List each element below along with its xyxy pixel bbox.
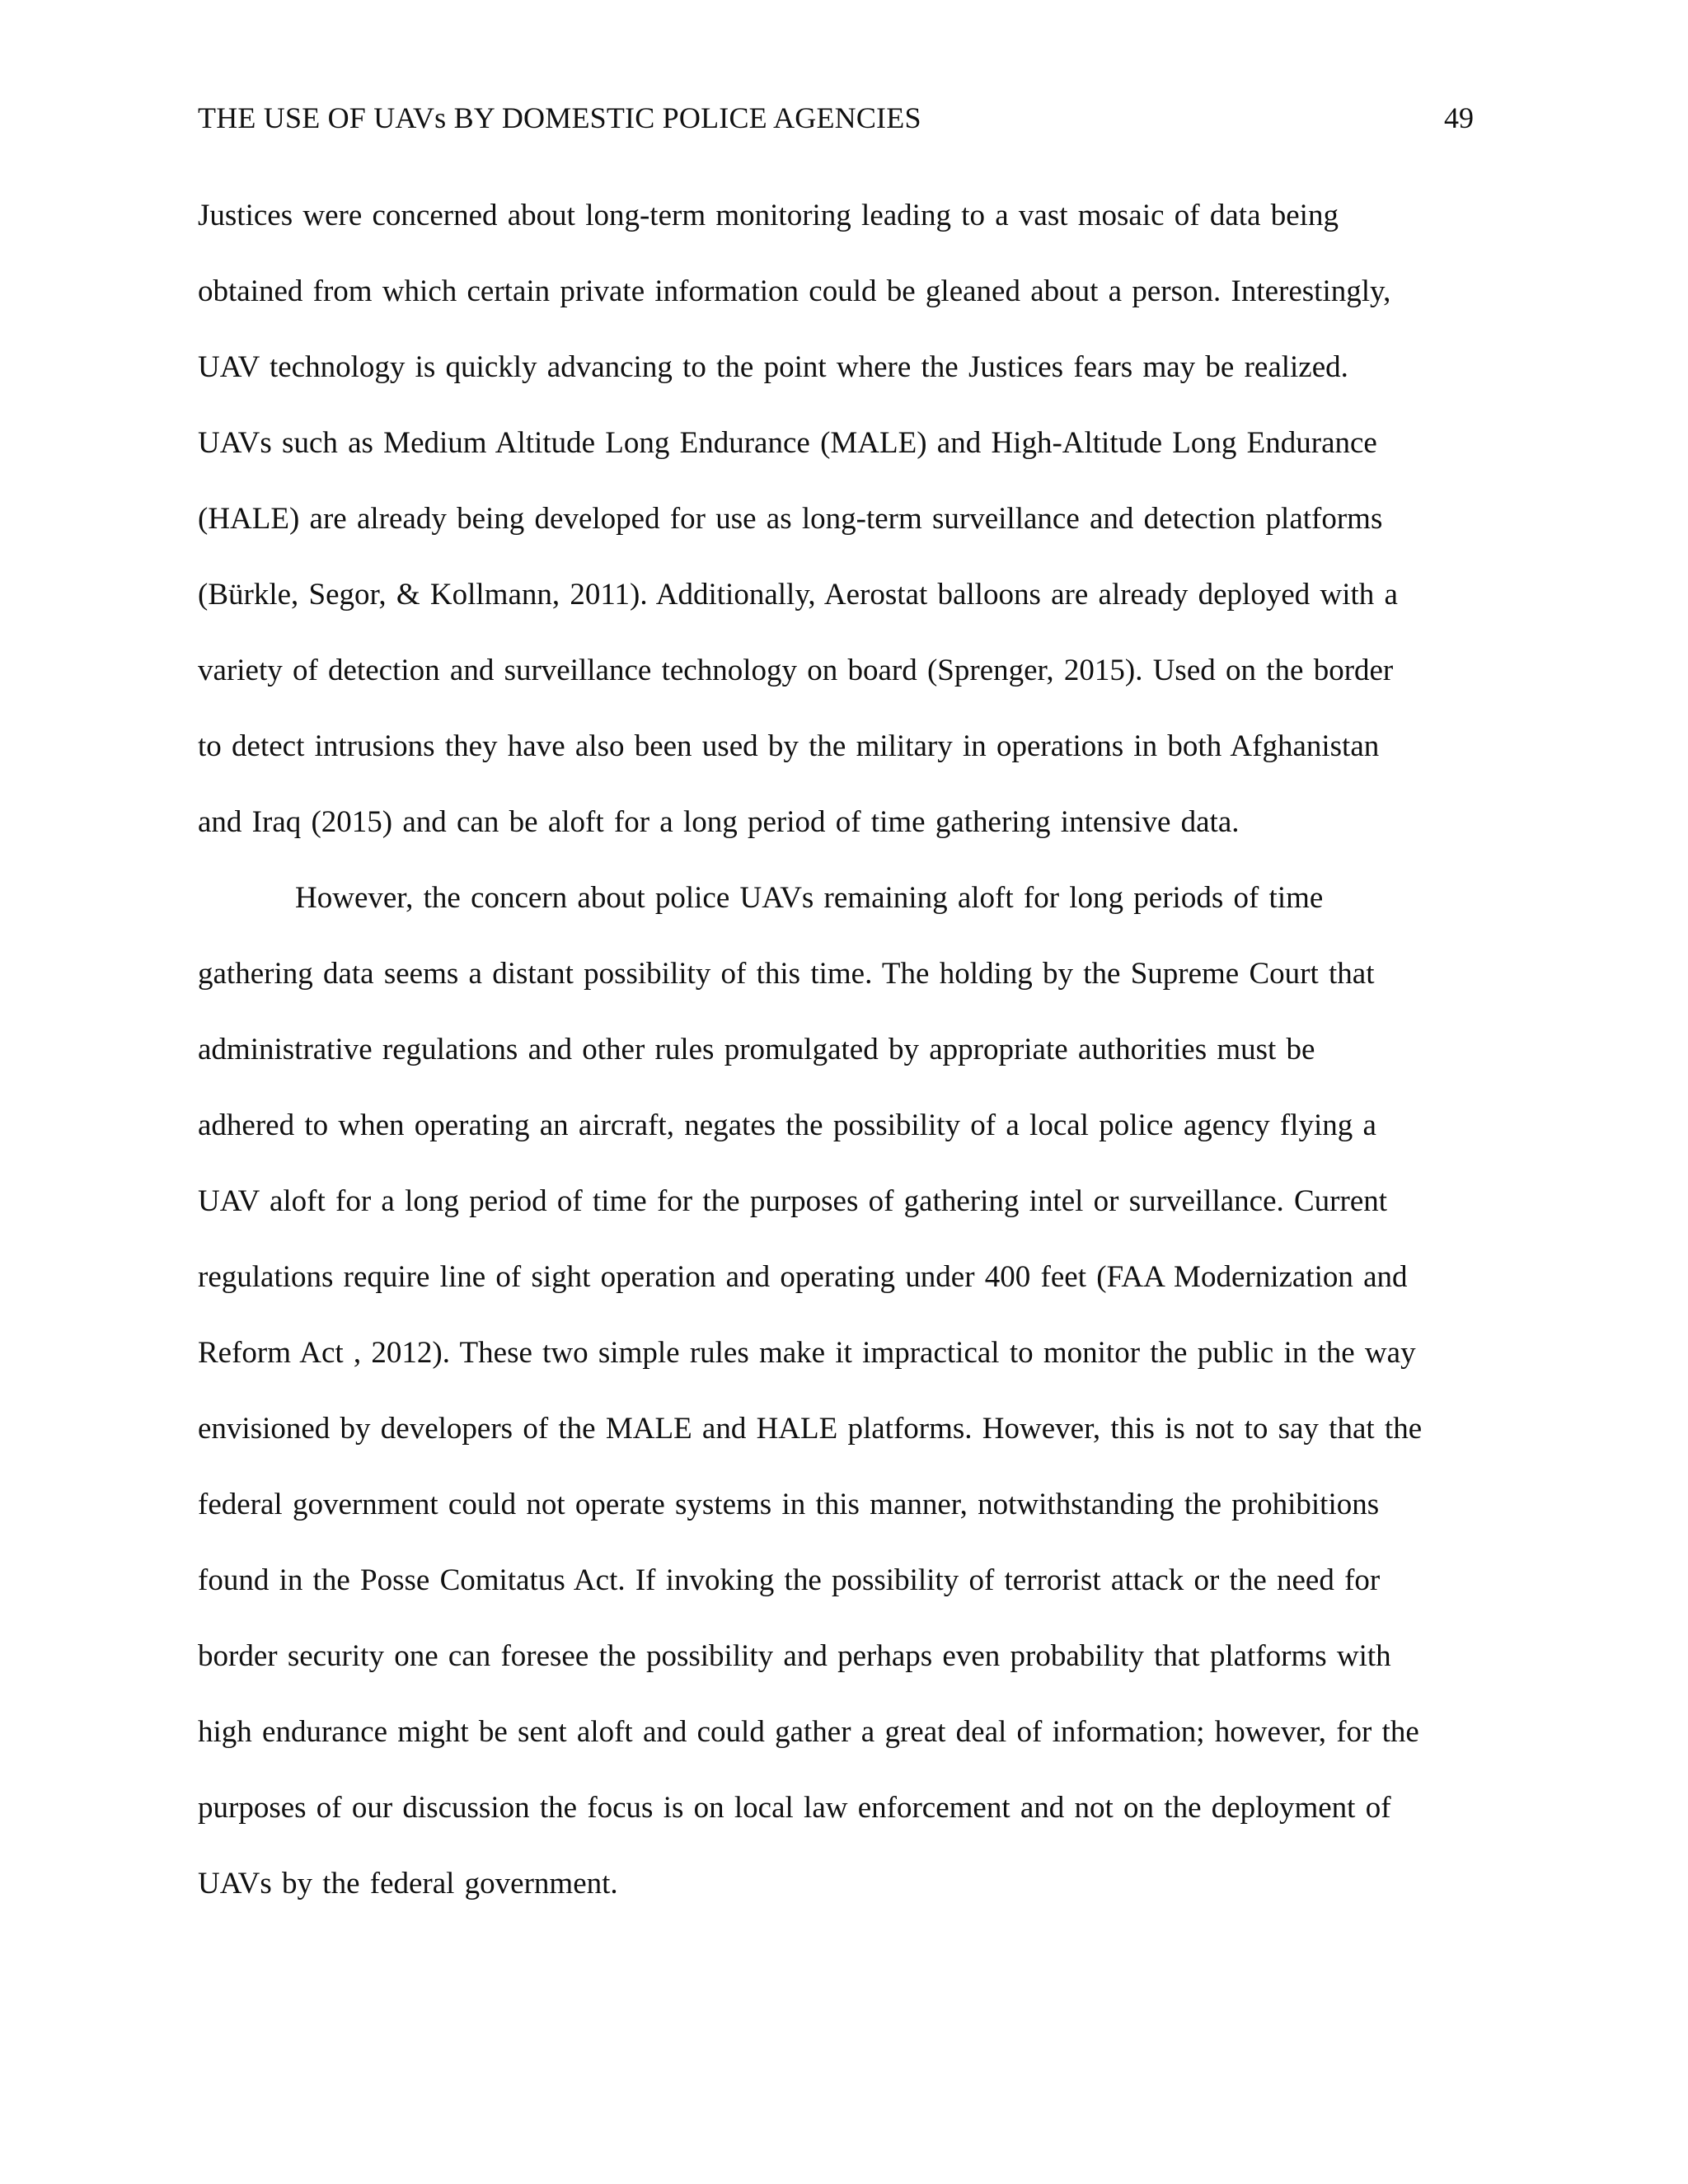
body-text xyxy=(198,190,1474,1934)
text-line: federal government could not operate systems in this manner, notwithstanding the prohibitions xyxy=(198,1488,1380,1521)
page-number: 49 xyxy=(1444,101,1474,134)
text-line: and Iraq (2015) and can be aloft for a long period of time gathering intensive data. xyxy=(198,805,1240,839)
text-line: UAVs such as Medium Altitude Long Endurance (MALE) and High-Altitude Long Endurance xyxy=(198,426,1377,460)
text-line: (Bürkle, Segor, & Kollmann, 2011). Additionally, Aerostat balloons are already deployed with a xyxy=(198,578,1398,612)
text-line: administrative regulations and other rules promulgated by appropriate authorities must be xyxy=(198,1033,1315,1066)
text-line: UAVs by the federal government. xyxy=(198,1867,618,1900)
paragraph-first-line: However, the concern about police UAVs remaining aloft for long periods of time xyxy=(295,881,1324,915)
text-line: regulations require line of sight operation and operating under 400 feet (FAA Modernization and xyxy=(198,1260,1408,1294)
text-line: Justices were concerned about long-term monitoring leading to a vast mosaic of data being xyxy=(198,199,1339,232)
text-line: border security one can foresee the possibility and perhaps even probability that platforms with xyxy=(198,1639,1391,1673)
text-line: obtained from which certain private information could be gleaned about a person. Interestingly, xyxy=(198,274,1391,308)
text-line: to detect intrusions they have also been used by the military in operations in both Afghanistan xyxy=(198,729,1380,763)
text-line: UAV technology is quickly advancing to the point where the Justices fears may be realized. xyxy=(198,350,1348,384)
running-title: THE USE OF UAVs BY DOMESTIC POLICE AGENCIES xyxy=(198,101,921,134)
running-head xyxy=(198,96,1474,139)
text-line: Reform Act , 2012). These two simple rules make it impractical to monitor the public in the way xyxy=(198,1336,1416,1370)
text-line: high endurance might be sent aloft and could gather a great deal of information; however, for the xyxy=(198,1715,1419,1749)
text-line: envisioned by developers of the MALE and HALE platforms. However, this is not to say that the xyxy=(198,1412,1423,1446)
text-line: (HALE) are already being developed for use as long-term surveillance and detection platforms xyxy=(198,502,1383,536)
text-line: gathering data seems a distant possibility of this time. The holding by the Supreme Court that xyxy=(198,957,1375,991)
text-line: variety of detection and surveillance technology on board (Sprenger, 2015). Used on the border xyxy=(198,654,1394,687)
text-line: found in the Posse Comitatus Act. If invoking the possibility of terrorist attack or the need for xyxy=(198,1563,1381,1597)
text-line: adhered to when operating an aircraft, negates the possibility of a local police agency flying a xyxy=(198,1108,1376,1142)
text-line: UAV aloft for a long period of time for the purposes of gathering intel or surveillance. Current xyxy=(198,1184,1388,1218)
text-line: purposes of our discussion the focus is on local law enforcement and not on the deployment of xyxy=(198,1791,1391,1825)
